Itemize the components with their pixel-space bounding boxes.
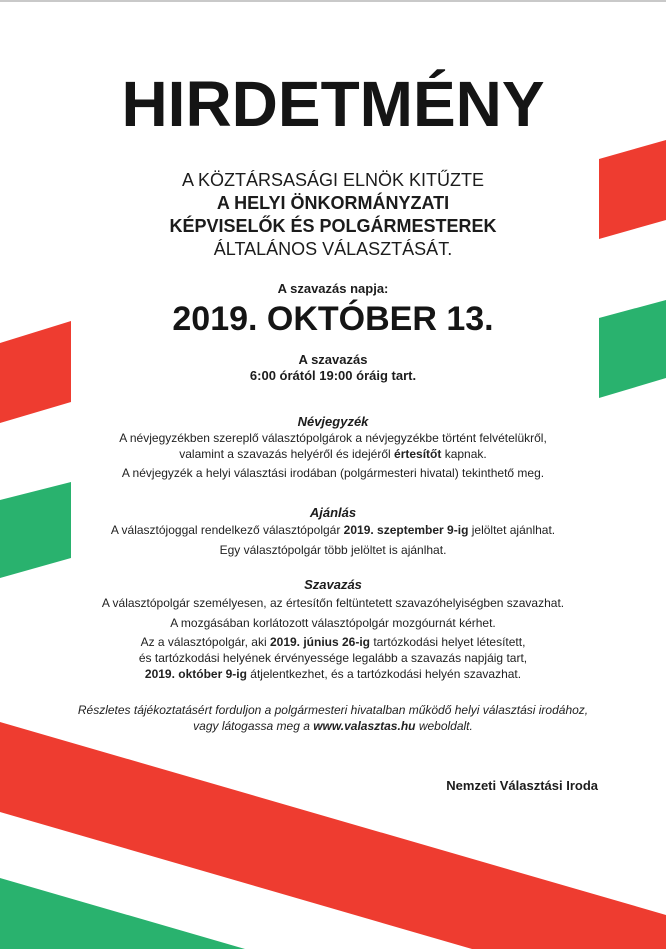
ajanlas-paragraph-1: A választójoggal rendelkező választópolgár 2019. szeptember 9-ig jelöltet ajánlhat.	[110, 523, 556, 537]
footer-note-line-2: vagy látogassa meg a www.valasztas.hu weboldalt.	[193, 719, 473, 733]
footer-note	[0, 702, 666, 734]
nevjegyzek-p1-line-2: valamint a szavazás helyéről és idejéről értesítőt kapnak.	[179, 447, 487, 461]
szavazas-paragraph-2: A mozgásában korlátozott választópolgár mozgóurnát kérhet.	[170, 616, 496, 630]
voting-hours	[0, 352, 666, 384]
footer-note-line-1: Részletes tájékoztatásért forduljon a polgármesteri hivatalban működő helyi választási irodához,	[77, 703, 589, 717]
signature-nemzeti-valasztasi-iroda: Nemzeti Választási Iroda	[446, 778, 598, 793]
top-border-line	[0, 0, 666, 2]
ajanlas-paragraph-2: Egy választópolgár több jelöltet is ajánlhat.	[219, 543, 447, 557]
nevjegyzek-p1-line-1: A névjegyzékben szereplő választópolgárok a névjegyzékbe történt felvételükről,	[119, 431, 547, 445]
nevjegyzek-paragraph-1	[0, 430, 666, 462]
poster-title: HIRDETMÉNY	[121, 68, 545, 140]
voting-date: 2019. OKTÓBER 13.	[172, 300, 494, 338]
intro-block	[0, 169, 666, 261]
section-heading-nevjegyzek: Névjegyzék	[297, 414, 369, 429]
website-url: www.valasztas.hu	[313, 719, 416, 733]
voting-day-label: A szavazás napja:	[277, 281, 389, 296]
intro-line-3: KÉPVISELŐK ÉS POLGÁRMESTEREK	[169, 216, 497, 236]
szavazas-p3-line-3: 2019. október 9-ig átjelentkezhet, és a tartózkodási helyén szavazhat.	[144, 667, 522, 681]
szavazas-p3-line-2: és tartózkodási helyének érvényessége legalább a szavazás napjáig tart,	[138, 651, 528, 665]
szavazas-p3-line-1: Az a választópolgár, aki 2019. június 26-ig tartózkodási helyet létesített,	[140, 635, 526, 649]
intro-line-2: A HELYI ÖNKORMÁNYZATI	[216, 193, 450, 213]
section-heading-szavazas: Szavazás	[304, 577, 362, 592]
voting-hours-line-2: 6:00 órától 19:00 óráig tart.	[249, 368, 417, 383]
szavazas-paragraph-3	[0, 634, 666, 682]
nevjegyzek-paragraph-2: A névjegyzék a helyi választási irodában (polgármesteri hivatal) tekinthető meg.	[121, 466, 545, 480]
voting-hours-line-1: A szavazás	[298, 352, 368, 367]
section-heading-ajanlas: Ajánlás	[309, 505, 357, 520]
szavazas-paragraph-1: A választópolgár személyesen, az értesítőn feltüntetett szavazóhelyiségben szavazhat.	[101, 596, 565, 610]
intro-line-4: ÁLTALÁNOS VÁLASZTÁSÁT.	[213, 239, 453, 259]
intro-line-1: A KÖZTÁRSASÁGI ELNÖK KITŰZTE	[181, 170, 485, 190]
